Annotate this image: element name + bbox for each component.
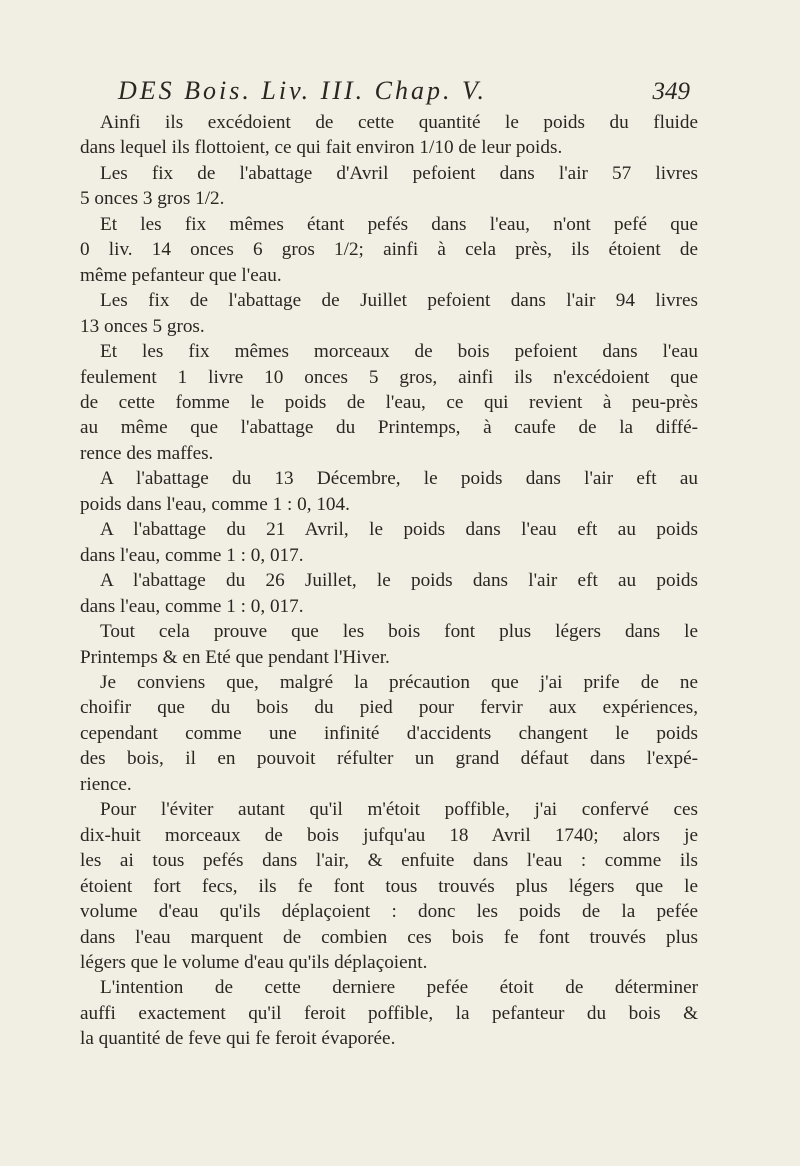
text-line: des bois, il en pouvoit réfulter un grand défaut dans l'expé- <box>80 748 698 770</box>
text-line: Ainfi ils excédoient de cette quantité le poids du fluide <box>100 112 698 133</box>
text-line: Printemps & en Eté que pendant l'Hiver. <box>80 646 390 668</box>
text-line: dans l'eau marquent de combien ces bois fe font trouvés plus <box>80 926 698 948</box>
text-line: Les fix de l'abattage d'Avril pefoient dans l'air 57 livres <box>100 162 698 184</box>
text-line: dix-huit morceaux de bois jufqu'au 18 Avril 1740; alors je <box>80 824 698 846</box>
text-line: Les fix de l'abattage de Juillet pefoient dans l'air 94 livres <box>100 290 698 312</box>
text-line: volume d'eau qu'ils déplaçoient : donc les poids de la pefée <box>80 901 698 923</box>
text-line: dans lequel ils flottoient, ce qui fait environ 1/10 de leur poids. <box>80 137 563 159</box>
text-line: les ai tous pefés dans l'air, & enfuite dans l'eau : comme ils <box>80 850 698 872</box>
text-line: feulement 1 livre 10 onces 5 gros, ainfi ils n'excédoient que <box>80 366 698 388</box>
text-line: L'intention de cette derniere pefée étoit de déterminer <box>100 977 698 999</box>
text-line: dans l'eau, comme 1 : 0, 017. <box>80 544 304 566</box>
text-line: étoient fort fecs, ils fe font tous trouvés plus légers que le <box>80 875 698 897</box>
text-line: légers que le volume d'eau qu'ils déplaçoient. <box>80 951 428 973</box>
text-line: 0 liv. 14 onces 6 gros 1/2; ainfi à cela près, ils étoient de <box>80 239 698 261</box>
text-line: A l'abattage du 26 Juillet, le poids dans l'air eft au poids <box>100 570 698 592</box>
text-line: auffi exactement qu'il feroit poffible, la pefanteur du bois & <box>80 1002 698 1024</box>
text-line: même pefanteur que l'eau. <box>80 264 282 286</box>
text-line: 13 onces 5 gros. <box>80 315 205 337</box>
text-line: rence des maffes. <box>80 442 214 464</box>
text-line: Et les fix mêmes étant pefés dans l'eau, n'ont pefé que <box>100 213 698 235</box>
text-line: Je conviens que, malgré la précaution que j'ai prife de ne <box>100 671 698 693</box>
text-line: dans l'eau, comme 1 : 0, 017. <box>80 595 304 617</box>
text-line: 5 onces 3 gros 1/2. <box>80 188 225 210</box>
text-line: la quantité de feve qui fe feroit évaporée. <box>80 1028 396 1050</box>
body-text <box>80 110 698 1052</box>
page-number: 349 <box>652 78 690 105</box>
running-title: DES Bois. Liv. III. Chap. V. <box>118 76 488 105</box>
text-line: cependant comme une infinité d'accidents changent le poids <box>80 722 698 744</box>
text-line: au même que l'abattage du Printemps, à caufe de la diffé- <box>80 417 698 439</box>
text-line: rience. <box>80 773 132 795</box>
text-line: A l'abattage du 21 Avril, le poids dans l'eau eft au poids <box>100 519 698 541</box>
text-line: Tout cela prouve que les bois font plus légers dans le <box>100 621 698 643</box>
text-line: de cette fomme le poids de l'eau, ce qui revient à peu-près <box>80 391 698 413</box>
text-line: choifir que du bois du pied pour fervir aux expériences, <box>80 697 698 719</box>
running-header <box>118 76 690 112</box>
text-line: Pour l'éviter autant qu'il m'étoit poffible, j'ai confervé ces <box>100 799 698 821</box>
text-line: A l'abattage du 13 Décembre, le poids dans l'air eft au <box>100 468 698 490</box>
text-line: poids dans l'eau, comme 1 : 0, 104. <box>80 493 350 515</box>
text-line: Et les fix mêmes morceaux de bois pefoient dans l'eau <box>100 341 698 363</box>
